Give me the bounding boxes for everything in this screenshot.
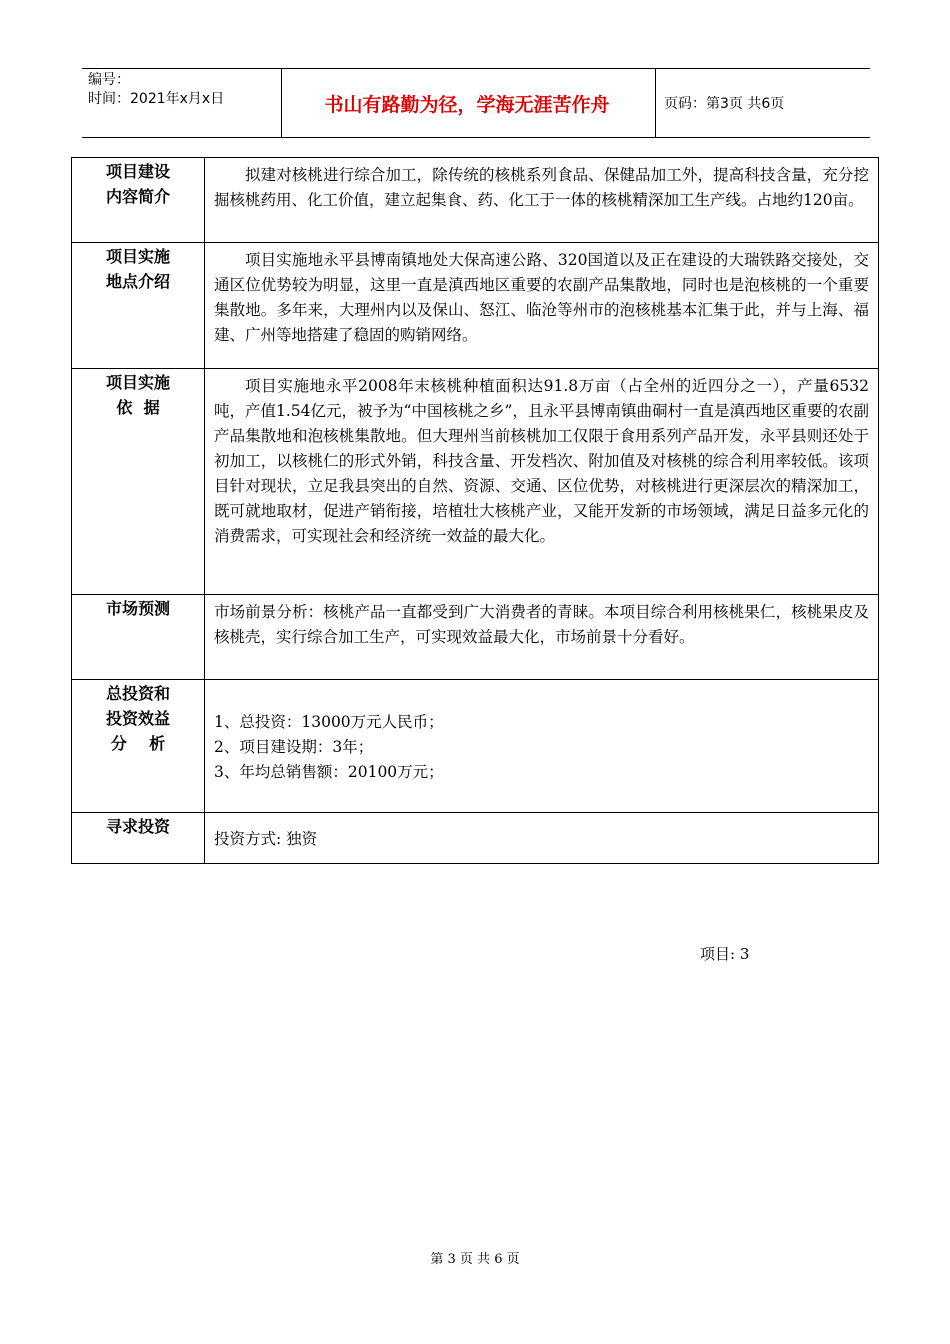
row-label-market xyxy=(72,595,205,680)
row-label-location xyxy=(72,243,205,369)
page-header xyxy=(82,68,870,138)
overview-content: 拟建对核桃进行综合加工，除传统的核桃系列食品、保健品加工外，提高科技含量，充分挖掘核桃药用、化工价值，建立起集食、药、化工于一体的核桃精深加工生产线。占地约120亩。 xyxy=(205,158,879,243)
list-item: 3、年均总销售额：20100万元； xyxy=(214,763,444,781)
label-line: 依 据 xyxy=(116,398,160,417)
row-label-overview xyxy=(72,158,205,243)
page-number-footer: 第 3 页 共 6 页 xyxy=(430,1252,520,1267)
header-divider-right xyxy=(655,69,656,137)
basis-content: 项目实施地永平2008年末核桃种植面积达91.8万亩（占全州的近四分之一），产量6532吨，产值1.54亿元，被予为“中国核桃之乡”，且永平县博南镇曲硐村一直是滇西地区重要的农副产品集散地和泡核桃集散地。但大理州当前核桃加工仅限于食用系列产品开发，永平县则还处于初加工，以核桃仁的形式外销，科技含量、开发档次、附加值及对核桃的综合利用率较低。该项目针对现状，立足我县突出的自然、资源、交通、区位优势，对核桃进行更深层次的精深加工，既可就地取材，促进产销衔接，培植壮大核桃产业，又能开发新的市场领域，满足日益多元化的消费需求，可实现社会和经济统一效益的最大化。 xyxy=(205,369,879,595)
market-content: 市场前景分析：核桃产品一直都受到广大消费者的青睐。本项目综合利用核桃果仁，核桃果皮及核桃壳，实行综合加工生产，可实现效益最大化，市场前景十分看好。 xyxy=(205,595,879,680)
list-item: 2、项目建设期：3年； xyxy=(214,738,374,756)
label-line: 投资效益 xyxy=(105,709,170,728)
list-item: 1、总投资：13000万元人民币； xyxy=(214,713,444,731)
table-row xyxy=(72,595,879,680)
project-table xyxy=(71,157,879,864)
label-line: 寻求投资 xyxy=(105,817,170,836)
table-row xyxy=(72,369,879,595)
location-content: 项目实施地永平县博南镇地处大保高速公路、320国道以及正在建设的大瑞铁路交接处，交通区位优势较为明显，这里一直是滇西地区重要的农副产品集散地，同时也是泡核桃的一个重要集散地。多年来，大理州内以及保山、怒江、临沧等州市的泡核桃基本汇集于此，并与上海、福建、广州等地搭建了稳固的购销网络。 xyxy=(205,243,879,369)
table-row xyxy=(72,243,879,369)
label-line: 项目实施 xyxy=(105,373,170,392)
label-line: 总投资和 xyxy=(105,684,170,703)
label-line: 地点介绍 xyxy=(105,272,170,291)
label-line: 项目实施 xyxy=(105,247,170,266)
document-date: 时间：2021年x月x日 xyxy=(88,91,225,107)
investment-content xyxy=(205,680,879,813)
table-row xyxy=(72,680,879,813)
row-label-seeking xyxy=(72,813,205,864)
row-label-investment xyxy=(72,680,205,813)
table-row xyxy=(72,813,879,864)
header-meta xyxy=(88,71,278,109)
document-number: 编号： xyxy=(88,72,130,88)
header-motto: 书山有路勤为径，学海无涯苦作舟 xyxy=(324,93,610,116)
table-row xyxy=(72,158,879,243)
project-number: 项目: 3 xyxy=(700,945,750,963)
row-label-basis xyxy=(72,369,205,595)
label-line: 分 析 xyxy=(110,734,166,753)
label-line: 项目建设 xyxy=(105,162,170,181)
label-line: 内容简介 xyxy=(105,187,170,206)
header-page-info: 页码：第3页 共6页 xyxy=(664,96,785,112)
label-line: 市场预测 xyxy=(105,599,170,618)
seeking-content: 投资方式: 独资 xyxy=(205,813,879,864)
